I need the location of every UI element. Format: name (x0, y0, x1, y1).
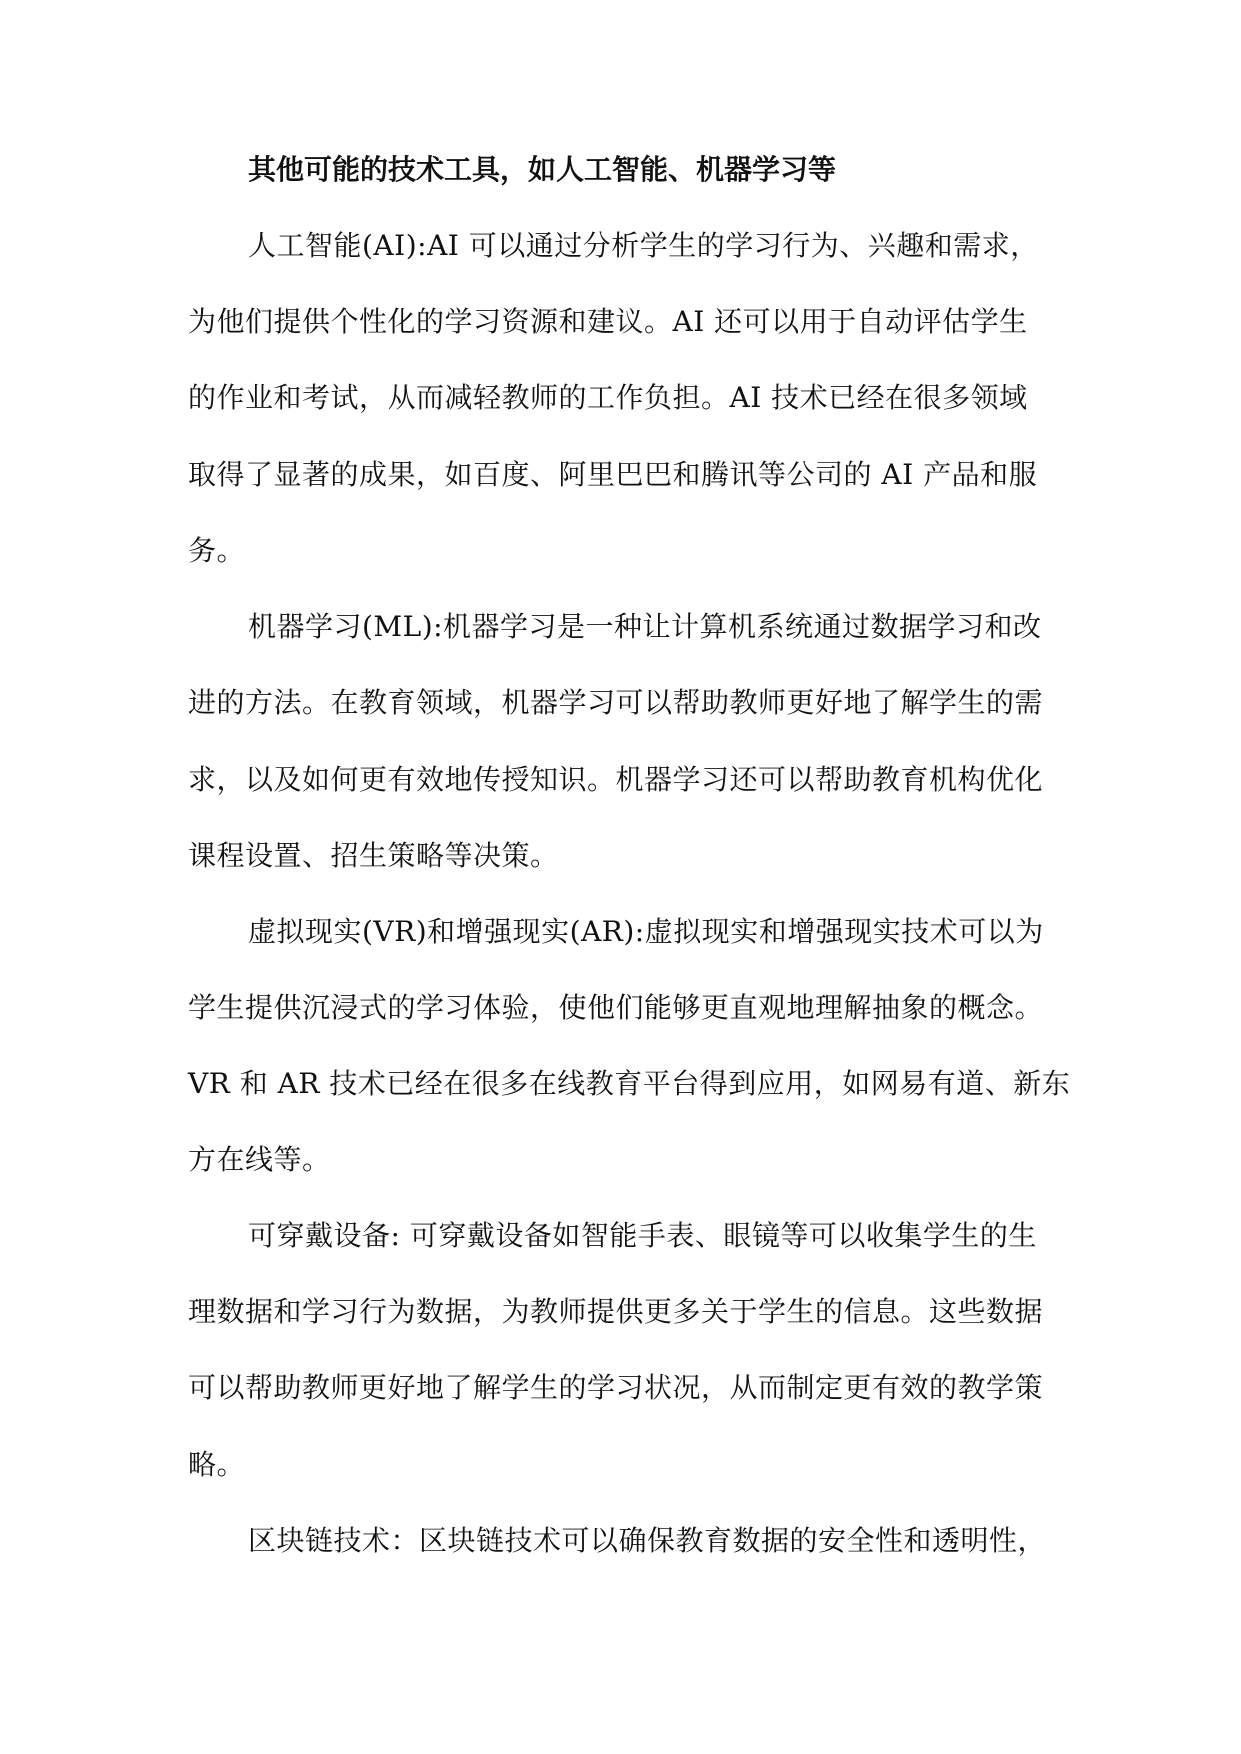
section-heading: 其他可能的技术工具，如人工智能、机器学习等 (248, 153, 837, 186)
text-line: 取得了显著的成果，如百度、阿里巴巴和腾讯等公司的 AI 产品和服 (188, 458, 1038, 491)
text-line: 为他们提供个性化的学习资源和建议。AI 还可以用于自动评估学生 (188, 305, 1028, 338)
text-line: 求，以及如何更有效地传授知识。机器学习还可以帮助教育机构优化 (188, 763, 1044, 796)
text-line: 进的方法。在教育领域，机器学习可以帮助教师更好地了解学生的需 (188, 686, 1044, 719)
text-line: 虚拟现实(VR)和增强现实(AR):虚拟现实和增强现实技术可以为 (248, 915, 1044, 948)
text-line: 区块链技术：区块链技术可以确保教育数据的安全性和透明性， (248, 1524, 1047, 1557)
text-line: 理数据和学习行为数据，为教师提供更多关于学生的信息。这些数据 (188, 1295, 1044, 1328)
text-line: 略。 (188, 1448, 246, 1481)
text-line: 人工智能(AI):AI 可以通过分析学生的学习行为、兴趣和需求， (248, 229, 1039, 262)
text-line: VR 和 AR 技术已经在很多在线教育平台得到应用，如网易有道、新东 (188, 1067, 1071, 1100)
text-line: 课程设置、招生策略等决策。 (188, 839, 559, 872)
text-line: 的作业和考试，从而减轻教师的工作负担。AI 技术已经在很多领域 (188, 381, 1028, 414)
text-line: 方在线等。 (188, 1143, 331, 1176)
text-line: 可以帮助教师更好地了解学生的学习状况，从而制定更有效的教学策 (188, 1371, 1044, 1404)
text-line: 机器学习(ML):机器学习是一种让计算机系统通过数据学习和改 (248, 610, 1042, 643)
text-line: 学生提供沉浸式的学习体验，使他们能够更直观地理解抽象的概念。 (188, 991, 1044, 1024)
text-line: 可穿戴设备: 可穿戴设备如智能手表、眼镜等可以收集学生的生 (248, 1219, 1037, 1252)
text-line: 务。 (188, 534, 246, 567)
